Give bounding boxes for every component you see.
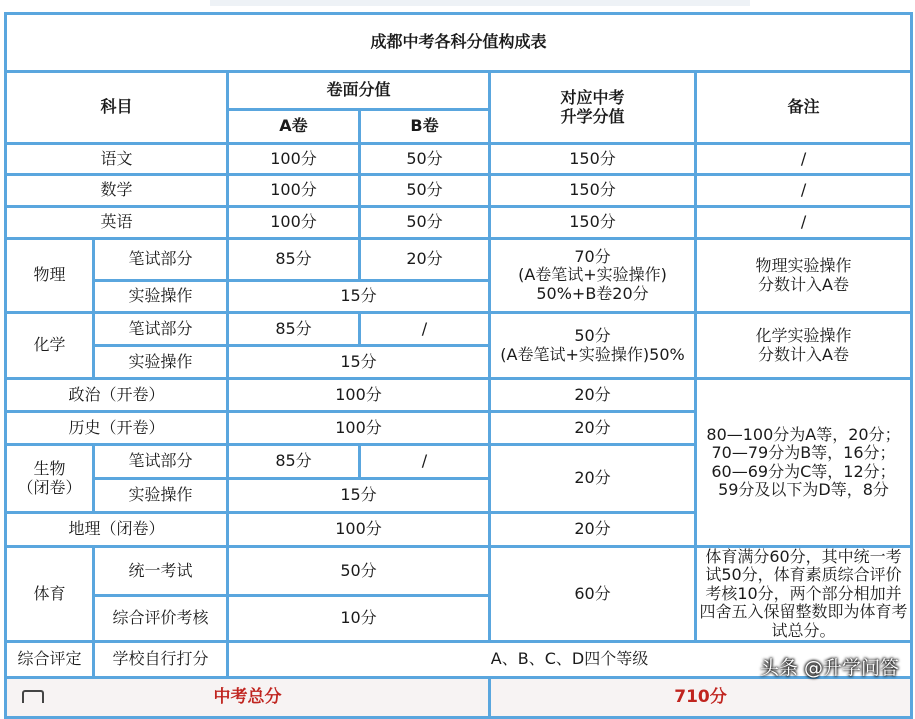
- chemistry-written-a: 85分: [228, 313, 360, 346]
- top-edge-strip: [210, 0, 750, 6]
- header-paper-score: 卷面分值: [228, 72, 490, 110]
- header-subject: 科目: [6, 72, 228, 144]
- math-b-score: 50分: [360, 175, 490, 207]
- physics-exam-score-line3: 50%+B卷20分: [536, 283, 649, 303]
- subject-geography: 地理（闭卷）: [6, 513, 228, 547]
- physics-remark-line1: 物理实验操作: [755, 256, 852, 276]
- grade-scale-line3: 60—69分为C等，12分；: [711, 461, 896, 481]
- subject-biology: [6, 445, 94, 513]
- chinese-exam-score: 150分: [490, 144, 696, 175]
- pe-remark: 体育满分60分，其中统一考试50分，体育素质综合评价考核10分，两个部分相加并四舍五入保留整数即为体育考试总分。: [696, 547, 912, 642]
- header-paper-b: B卷: [360, 110, 490, 144]
- table-row-total: [6, 677, 912, 717]
- subject-math: 数学: [6, 175, 228, 207]
- pe-eval-score: 10分: [228, 595, 490, 641]
- chinese-b-score: 50分: [360, 144, 490, 175]
- subject-english: 英语: [6, 207, 228, 239]
- english-exam-score: 150分: [490, 207, 696, 239]
- physics-written-a: 85分: [228, 239, 360, 281]
- header-exam-score: [490, 72, 696, 144]
- watermark: 头条 @升学问答: [759, 657, 899, 679]
- biology-lab-score: 15分: [228, 479, 490, 513]
- grade-scale-line4: 59分及以下为D等，8分: [718, 479, 889, 499]
- physics-exam-score: [490, 239, 696, 313]
- biology-exam-score: 20分: [490, 445, 696, 513]
- physics-written-label: 笔试部分: [94, 239, 228, 281]
- grade-scale-line2: 70—79分为B等，16分；: [711, 443, 896, 463]
- pe-unified-score: 50分: [228, 547, 490, 596]
- biology-written-label: 笔试部分: [94, 445, 228, 479]
- physics-exam-score-line1: 70分: [574, 246, 611, 266]
- politics-paper-score: 100分: [228, 379, 490, 412]
- physics-remark: [696, 239, 912, 313]
- table-row-pe-unified: [6, 547, 912, 596]
- chemistry-exam-score: [490, 313, 696, 379]
- comprehensive-grades: A、B、C、D四个等级: [228, 641, 912, 677]
- subject-biology-line1: 生物: [33, 459, 66, 479]
- subject-biology-line2: （闭卷）: [17, 477, 82, 497]
- chinese-a-score: 100分: [228, 144, 360, 175]
- subject-pe: 体育: [6, 547, 94, 642]
- table-row-english: [6, 207, 912, 239]
- header-paper-a: A卷: [228, 110, 360, 144]
- score-table: [4, 12, 913, 719]
- math-exam-score: 150分: [490, 175, 696, 207]
- table-row-math: [6, 175, 912, 207]
- history-exam-score: 20分: [490, 412, 696, 445]
- english-remark: /: [696, 207, 912, 239]
- corner-icon: [22, 690, 44, 703]
- subject-comprehensive: 综合评定: [6, 641, 94, 677]
- pe-exam-score: 60分: [490, 547, 696, 642]
- table-row-physics-written: [6, 239, 912, 281]
- biology-lab-label: 实验操作: [94, 479, 228, 513]
- physics-lab-score: 15分: [228, 281, 490, 313]
- english-b-score: 50分: [360, 207, 490, 239]
- chinese-remark: /: [696, 144, 912, 175]
- comprehensive-method: 学校自行打分: [94, 641, 228, 677]
- chemistry-exam-score-line2: (A卷笔试+实验操作)50%: [500, 344, 685, 364]
- table-row-politics: [6, 379, 912, 412]
- title-row: [6, 14, 912, 72]
- chemistry-lab-label: 实验操作: [94, 346, 228, 379]
- math-remark: /: [696, 175, 912, 207]
- header-exam-score-line1: 对应中考: [560, 88, 625, 108]
- english-a-score: 100分: [228, 207, 360, 239]
- chemistry-remark: [696, 313, 912, 379]
- subject-history: 历史（开卷）: [6, 412, 228, 445]
- geography-paper-score: 100分: [228, 513, 490, 547]
- biology-written-b: /: [360, 445, 490, 479]
- chemistry-lab-score: 15分: [228, 346, 490, 379]
- chemistry-remark-line1: 化学实验操作: [755, 326, 852, 346]
- physics-exam-score-line2: (A卷笔试+实验操作): [518, 265, 667, 285]
- politics-exam-score: 20分: [490, 379, 696, 412]
- table-title: 成都中考各科分值构成表: [6, 14, 912, 72]
- chemistry-exam-score-line1: 50分: [574, 326, 611, 346]
- math-a-score: 100分: [228, 175, 360, 207]
- table-row-chemistry-written: [6, 313, 912, 346]
- chemistry-written-label: 笔试部分: [94, 313, 228, 346]
- total-label: 中考总分: [6, 677, 490, 717]
- history-paper-score: 100分: [228, 412, 490, 445]
- subject-politics: 政治（开卷）: [6, 379, 228, 412]
- physics-remark-line2: 分数计入A卷: [758, 274, 849, 294]
- subject-physics: 物理: [6, 239, 94, 313]
- biology-written-a: 85分: [228, 445, 360, 479]
- chemistry-remark-line2: 分数计入A卷: [758, 344, 849, 364]
- subject-chinese: 语文: [6, 144, 228, 175]
- pe-unified-label: 统一考试: [94, 547, 228, 596]
- physics-written-b: 20分: [360, 239, 490, 281]
- header-remark: 备注: [696, 72, 912, 144]
- grade-scale-remark: [696, 379, 912, 547]
- header-exam-score-line2: 升学分值: [560, 106, 625, 126]
- subject-chemistry: 化学: [6, 313, 94, 379]
- table-row-chinese: [6, 144, 912, 175]
- physics-lab-label: 实验操作: [94, 281, 228, 313]
- total-value: 710分: [490, 677, 912, 717]
- pe-eval-label: 综合评价考核: [94, 595, 228, 641]
- header-row-1: [6, 72, 912, 110]
- geography-exam-score: 20分: [490, 513, 696, 547]
- chemistry-written-b: /: [360, 313, 490, 346]
- grade-scale-line1: 80—100分为A等，20分；: [706, 424, 901, 444]
